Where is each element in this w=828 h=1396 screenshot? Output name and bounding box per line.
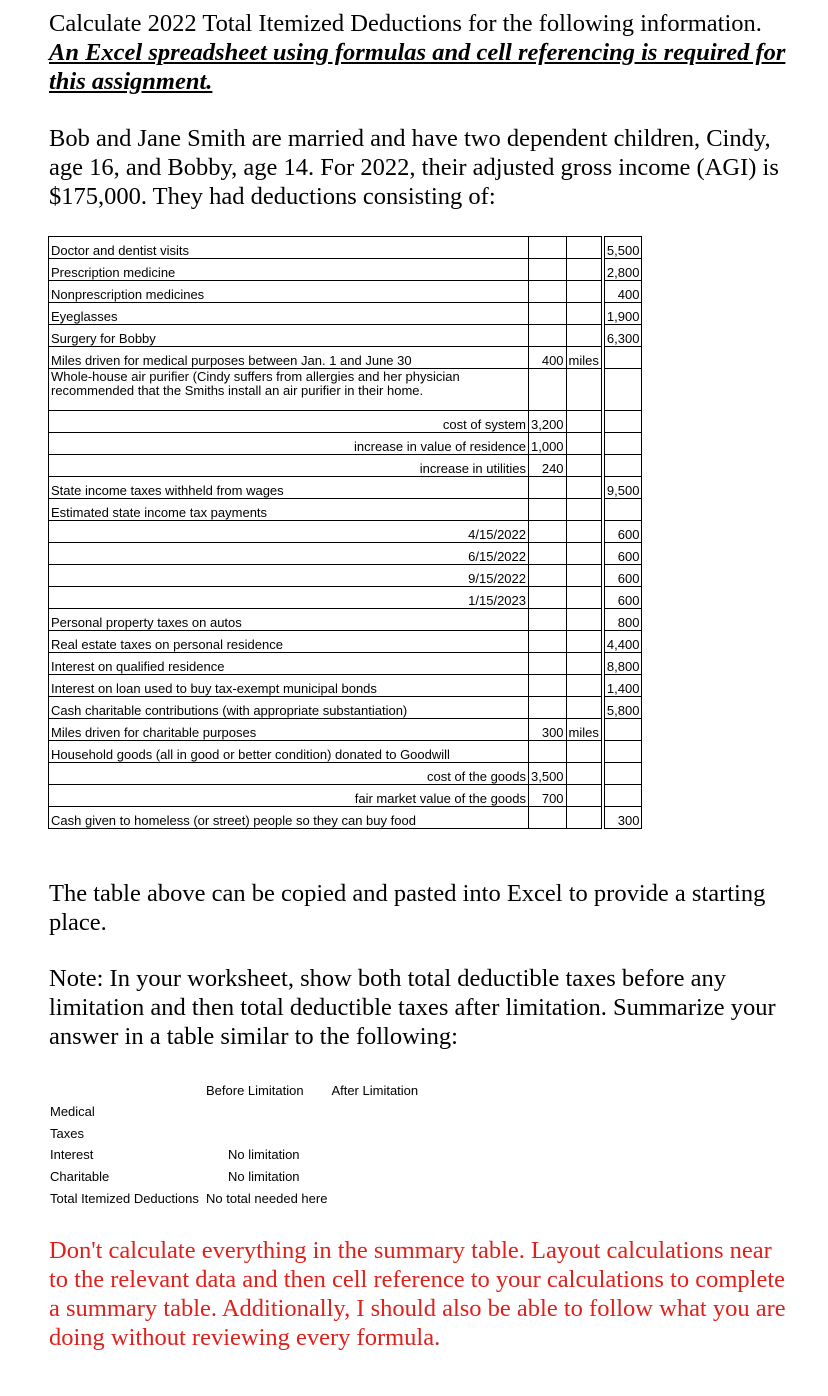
- summary-header-row: Before Limitation After Limitation: [206, 1082, 419, 1098]
- table-row: Nonprescription medicines 400: [49, 281, 642, 303]
- table-row: 6/15/2022 600: [49, 543, 642, 565]
- limitation-note: Note: In your worksheet, show both total deductible taxes before any limitation and then total deductible taxes after limitation. Summarize your answer in a table similar to the following:: [49, 965, 776, 1050]
- intro-line: Calculate 2022 Total Itemized Deductions for the following information.: [49, 10, 762, 37]
- table-row: 9/15/2022 600: [49, 565, 642, 587]
- table-row: Interest on loan used to buy tax-exempt municipal bonds 1,400: [49, 675, 642, 697]
- table-row: 1/15/2023 600: [49, 587, 642, 609]
- scenario-text: Bob and Jane Smith are married and have two dependent children, Cindy, age 16, and Bobby, age 14. For 2022, their adjusted gross income (AGI) is $175,000. They had deductions consisting of:: [49, 125, 779, 210]
- table-row: increase in utilities 240: [49, 455, 642, 477]
- intro-text: [49, 9, 789, 96]
- table-row: increase in value of residence 1,000: [49, 433, 642, 455]
- requirement-text: An Excel spreadsheet using formulas and cell referencing is required for this assignment.: [49, 39, 786, 95]
- table-row: Miles driven for medical purposes between Jan. 1 and June 30 400 miles: [49, 347, 642, 369]
- summary-row: Total Itemized Deductions No total needed here: [50, 1190, 328, 1206]
- table-row: Eyeglasses 1,900: [49, 303, 642, 325]
- table-row: Prescription medicine 2,800: [49, 259, 642, 281]
- table-row: Cash given to homeless (or street) people so they can buy food 300: [49, 807, 642, 829]
- table-row: cost of the goods 3,500: [49, 763, 642, 785]
- table-row: State income taxes withheld from wages 9,500: [49, 477, 642, 499]
- summary-table: [48, 1076, 420, 1206]
- table-row: Surgery for Bobby 6,300: [49, 325, 642, 347]
- summary-row: Taxes: [50, 1125, 84, 1141]
- table-row: Interest on qualified residence 8,800: [49, 653, 642, 675]
- copy-note: The table above can be copied and pasted into Excel to provide a starting place.: [49, 880, 766, 936]
- summary-row: Interest No limitation: [50, 1147, 300, 1163]
- table-row: Whole-house air purifier (Cindy suffers from allergies and her physician recommended that the Smiths install an air purifier in their home.: [49, 369, 642, 411]
- table-row: Doctor and dentist visits 5,500: [49, 237, 642, 259]
- deductions-table: [48, 236, 642, 829]
- table-row: Household goods (all in good or better condition) donated to Goodwill: [49, 741, 642, 763]
- table-row: Estimated state income tax payments: [49, 499, 642, 521]
- table-row: cost of system 3,200: [49, 411, 642, 433]
- table-row: Miles driven for charitable purposes 300 miles: [49, 719, 642, 741]
- summary-row: Medical: [50, 1104, 95, 1120]
- table-row: Personal property taxes on autos 800: [49, 609, 642, 631]
- summary-row: Charitable No limitation: [50, 1168, 300, 1184]
- table-row: Real estate taxes on personal residence 4,400: [49, 631, 642, 653]
- table-row: 4/15/2022 600: [49, 521, 642, 543]
- table-row: Cash charitable contributions (with appropriate substantiation) 5,800: [49, 697, 642, 719]
- instructor-warning: Don't calculate everything in the summary table. Layout calculations near to the relevant data and then cell reference to your calculations to complete a summary table. Additionally, I should also be able to follow what you are doing without reviewing every formula.: [49, 1237, 786, 1351]
- table-row: fair market value of the goods 700: [49, 785, 642, 807]
